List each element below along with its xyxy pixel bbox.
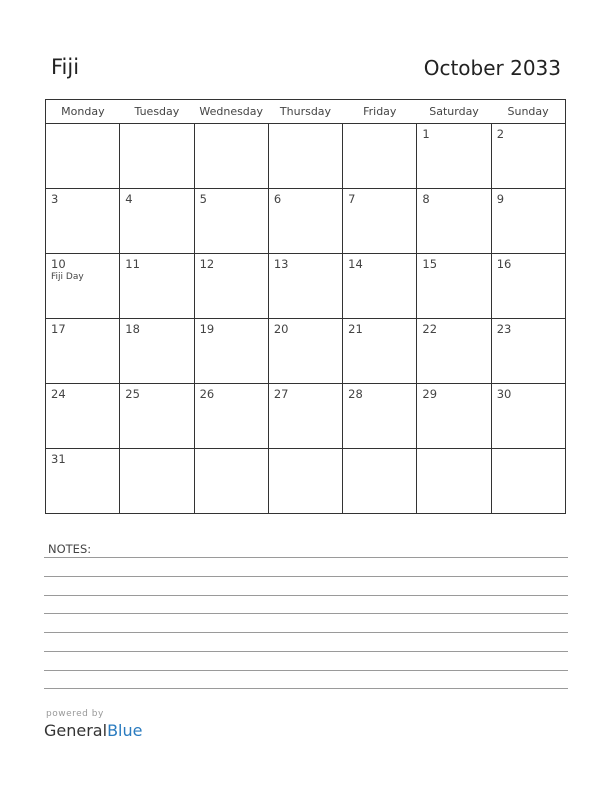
powered-by-text: powered by [46,709,104,719]
weekday-monday: Monday [46,100,120,124]
brand-blue: Blue [107,721,143,740]
holiday-label: Fiji Day [51,272,84,282]
weekday-tuesday: Tuesday [120,100,194,124]
day-cell [46,189,120,254]
day-cell [491,189,565,254]
country-title: Fiji [51,55,80,79]
day-cell [120,384,194,449]
day-cell [194,384,268,449]
note-line [44,632,568,633]
day-cell [343,254,417,319]
day-cell [194,254,268,319]
note-line [44,557,568,558]
day-number: 2 [496,127,505,141]
day-cell [491,124,565,189]
note-line [44,670,568,671]
day-cell [194,319,268,384]
day-cell [268,124,342,189]
day-cell [343,449,417,514]
day-cell [417,189,491,254]
day-cell [46,254,120,319]
weekday-friday: Friday [343,100,417,124]
day-cell [491,254,565,319]
day-number: 9 [496,192,505,206]
note-line [44,688,568,689]
week-row [46,124,566,189]
generalblue-logo[interactable] [44,721,142,740]
day-number: 16 [496,257,512,271]
day-cell [491,319,565,384]
day-number: 28 [348,387,363,401]
day-cell [491,384,565,449]
day-cell [194,189,268,254]
month-year-title: October 2033 [423,56,561,80]
weekday-header-row [46,100,566,124]
day-cell [268,189,342,254]
note-line [44,613,568,614]
week-row [46,384,566,449]
day-number: 14 [348,257,363,271]
day-cell [46,449,120,514]
day-number: 30 [496,387,512,401]
day-number: 17 [51,322,66,336]
day-number: 19 [199,322,215,336]
week-row [46,189,566,254]
day-cell [343,189,417,254]
day-cell [120,189,194,254]
day-number: 11 [125,257,140,271]
day-number: 26 [199,387,215,401]
day-number: 6 [273,192,282,206]
note-line [44,651,568,652]
day-number: 31 [51,452,66,466]
day-cell [120,449,194,514]
day-cell [46,384,120,449]
day-number: 8 [422,192,430,206]
day-cell [194,124,268,189]
day-number: 23 [496,322,512,336]
day-cell [120,319,194,384]
week-row [46,449,566,514]
day-cell [268,384,342,449]
day-cell [417,254,491,319]
day-number: 25 [125,387,140,401]
notes-label: NOTES: [48,542,92,556]
day-number: 29 [422,387,438,401]
day-number: 10 [51,257,66,271]
note-line [44,595,568,596]
day-number: 24 [51,387,66,401]
calendar-grid [45,99,566,514]
day-cell [343,124,417,189]
weekday-saturday: Saturday [417,100,491,124]
day-cell [343,384,417,449]
weekday-wednesday: Wednesday [194,100,268,124]
day-number: 20 [273,322,289,336]
day-number: 18 [125,322,140,336]
day-cell [417,449,491,514]
weekday-thursday: Thursday [268,100,342,124]
day-cell [120,124,194,189]
day-cell [417,319,491,384]
day-number: 12 [199,257,215,271]
day-number: 1 [422,127,430,141]
day-cell [417,124,491,189]
day-cell [120,254,194,319]
day-cell [491,449,565,514]
day-cell [343,319,417,384]
day-number: 5 [199,192,207,206]
day-number: 21 [348,322,363,336]
day-number: 4 [125,192,133,206]
day-number: 22 [422,322,438,336]
day-cell [268,319,342,384]
day-number: 27 [273,387,289,401]
day-cell [417,384,491,449]
day-cell [46,124,120,189]
day-number: 13 [273,257,289,271]
note-line [44,576,568,577]
week-row [46,319,566,384]
brand-general: General [44,721,108,740]
day-cell [194,449,268,514]
day-number: 7 [348,192,356,206]
day-cell [268,254,342,319]
week-row [46,254,566,319]
day-number: 15 [422,257,438,271]
day-cell [268,449,342,514]
day-number: 3 [51,192,59,206]
weekday-sunday: Sunday [491,100,565,124]
day-cell [46,319,120,384]
